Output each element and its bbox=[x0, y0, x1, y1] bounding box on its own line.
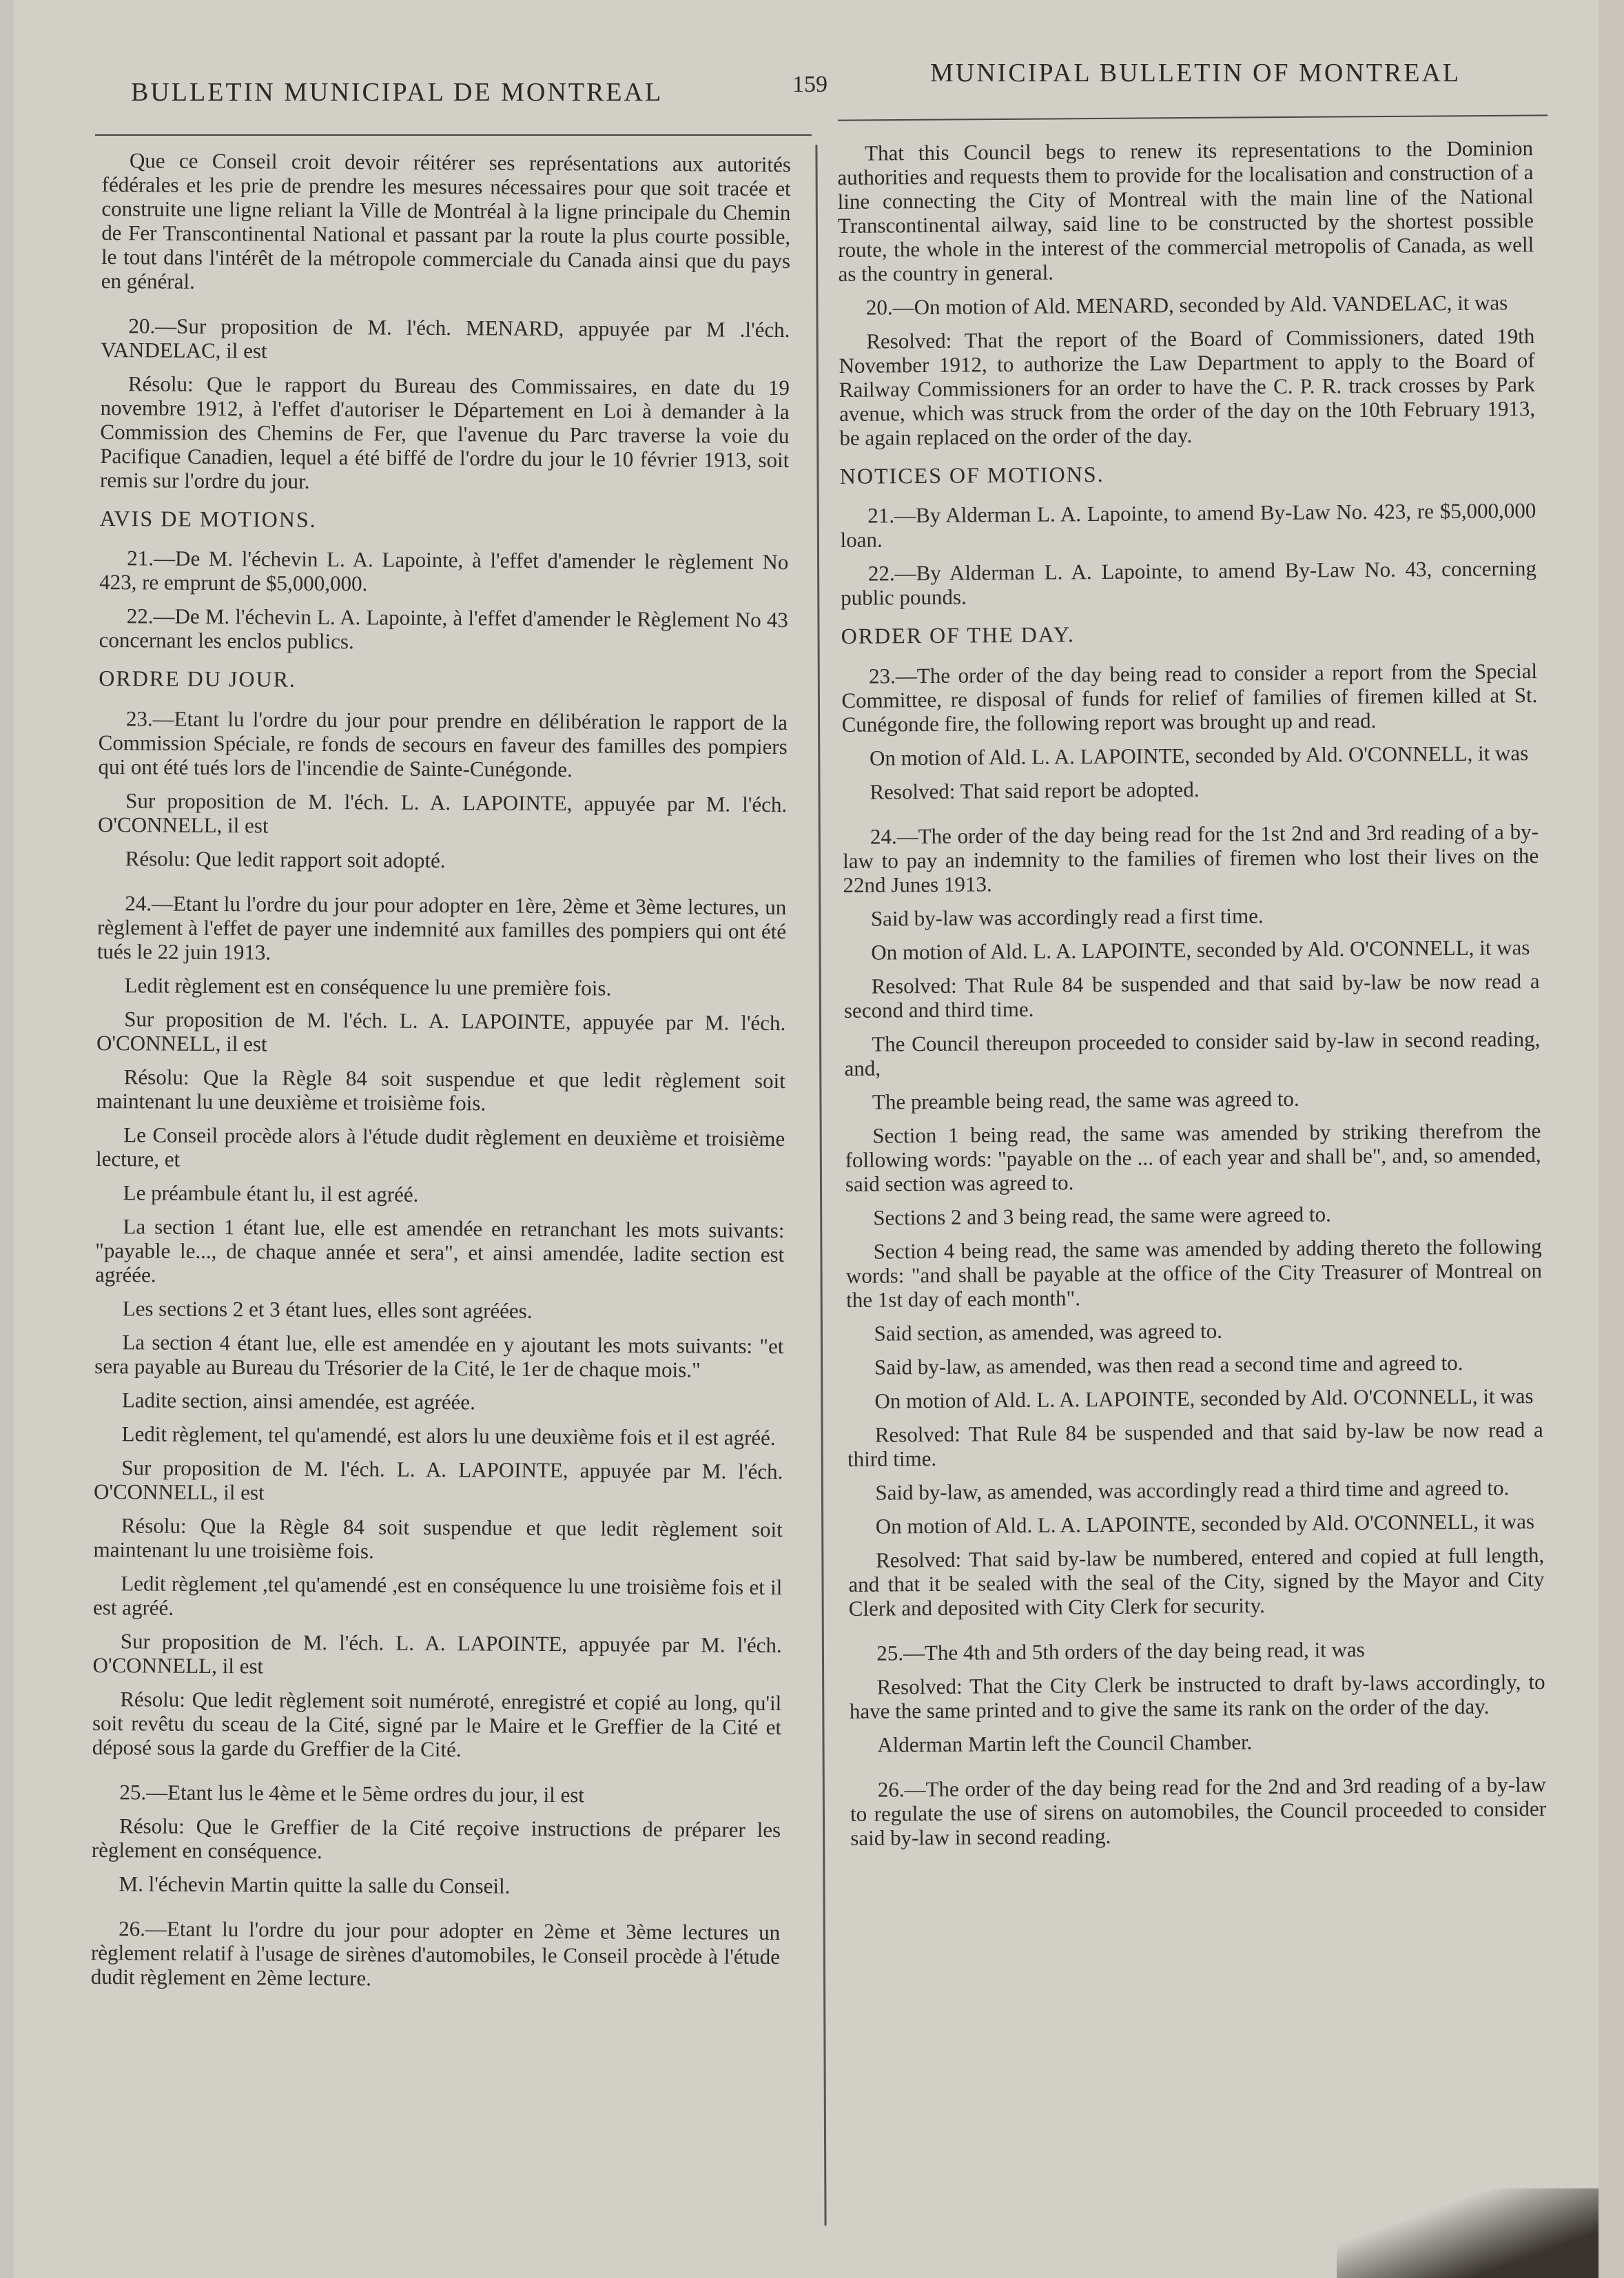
french-paragraph: Sur proposition de M. l'éch. L. A. LAPOINTE, appuyée par M. l'éch. O'CONNELL, il est bbox=[92, 1629, 782, 1679]
french-paragraph: La section 1 étant lue, elle est amendée en retranchant les mots suivants: "payable le..., de chaque année et sera", et ainsi amendée, ladite section est agréée. bbox=[94, 1214, 785, 1287]
french-paragraph: Résolu: Que ledit rapport soit adopté. bbox=[125, 845, 446, 872]
page-number: 159 bbox=[792, 72, 828, 97]
english-paragraph: On motion of Ald. L. A. LAPOINTE, seconded by Ald. O'CONNELL, it was bbox=[874, 1384, 1534, 1413]
english-paragraph: Resolved: That Rule 84 be suspended and that said by-law be now read a second and third time. bbox=[843, 968, 1540, 1023]
french-paragraph: La section 4 étant lue, elle est amendée en y ajoutant les mots suivants: "et sera payable au Bureau du Trésorier de la Cité, le 1er de chaque mois." bbox=[94, 1330, 784, 1382]
french-paragraph: Que ce Conseil croit devoir réitérer ses représentations aux autorités fédérales et les prie de prendre les mesures nécessaires pour que soit tracée et construite une ligne reliant la Ville de Montréal à la ligne principale du Chemin de Fer Transcontinental National et passant par la route la plus courte possible, le tout dans l'intérêt de la métropole commerciale du Canada ainsi que du pays en général. bbox=[101, 148, 791, 294]
english-paragraph: On motion of Ald. L. A. LAPOINTE, seconded by Ald. O'CONNELL, it was bbox=[869, 740, 1529, 770]
french-paragraph: 22.—De M. l'échevin L. A. Lapointe, à l'effet d'amender le Règlement No 43 concernant les enclos publics. bbox=[99, 604, 788, 654]
english-paragraph: Said by-law, as amended, was then read a second time and agreed to. bbox=[874, 1350, 1463, 1379]
french-section-heading: ORDRE DU JOUR. bbox=[99, 666, 297, 692]
header-rule-left bbox=[95, 134, 812, 136]
french-paragraph: Ledit règlement, tel qu'amendé, est alors lu une deuxième fois et il est agréé. bbox=[121, 1422, 776, 1450]
english-paragraph: 20.—On motion of Ald. MENARD, seconded by Ald. VANDELAC, it was bbox=[865, 290, 1508, 320]
english-section-heading: NOTICES OF MOTIONS. bbox=[839, 462, 1104, 489]
english-paragraph: Alderman Martin left the Council Chamber. bbox=[877, 1730, 1253, 1757]
english-paragraph: 21.—By Alderman L. A. Lapointe, to amend By-Law No. 423, re $5,000,000 loan. bbox=[840, 498, 1536, 553]
french-paragraph: 24.—Etant lu l'ordre du jour pour adopter en 1ère, 2ème et 3ème lectures, un règlement à l'effet de payer une indemnité aux familles des pompiers qui ont été tués le 22 juin 1913. bbox=[96, 890, 787, 965]
french-paragraph: 23.—Etant lu l'ordre du jour pour prendre en délibération le rapport de la Commission Spéciale, re fonds de secours en faveur des familles des pompiers qui ont été tués lors de l'incendie de Sainte-Cunégonde. bbox=[98, 706, 788, 781]
english-paragraph: Section 1 being read, the same was amended by striking therefrom the following words: "payable on the ... of each year and shall be", and, so amended, said section was agreed to. bbox=[845, 1118, 1541, 1196]
english-section-heading: ORDER OF THE DAY. bbox=[841, 622, 1076, 649]
scan-shadow bbox=[1337, 2188, 1599, 2278]
french-paragraph: Sur proposition de M. l'éch. L. A. LAPOINTE, appuyée par M. l'éch. O'CONNELL, il est bbox=[93, 1455, 783, 1505]
english-column bbox=[837, 136, 1547, 1860]
french-paragraph: Résolu: Que la Règle 84 soit suspendue et que ledit règlement soit maintenant lu une troisième fois. bbox=[93, 1513, 783, 1563]
english-paragraph: The preamble being read, the same was agreed to. bbox=[872, 1086, 1299, 1114]
french-paragraph: 25.—Etant lus le 4ème et le 5ème ordres du jour, il est bbox=[119, 1780, 585, 1807]
english-paragraph: 25.—The 4th and 5th orders of the day being read, it was bbox=[876, 1637, 1365, 1665]
english-paragraph: Said by-law, as amended, was accordingly read a third time and agreed to. bbox=[875, 1475, 1510, 1505]
english-paragraph: On motion of Ald. L. A. LAPOINTE, seconded by Ald. O'CONNELL, it was bbox=[875, 1509, 1535, 1539]
french-paragraph: M. l'échevin Martin quitte la salle du Conseil. bbox=[119, 1871, 511, 1898]
header-rule-right bbox=[838, 114, 1548, 121]
english-paragraph: Resolved: That Rule 84 be suspended and that said by-law be now read a third time. bbox=[847, 1417, 1543, 1471]
french-paragraph: Résolu: Que le Greffier de la Cité reçoive instructions de préparer les règlement en conséquence. bbox=[91, 1814, 781, 1864]
english-paragraph: Said by-law was accordingly read a first time. bbox=[870, 903, 1264, 931]
french-paragraph: Sur proposition de M. l'éch. L. A. LAPOINTE, appuyée par M. l'éch. O'CONNELL, il est bbox=[97, 788, 788, 838]
header-left-title: BULLETIN MUNICIPAL DE MONTREAL bbox=[131, 78, 664, 107]
french-paragraph: 26.—Etant lu l'ordre du jour pour adopter en 2ème et 3ème lectures un règlement relatif à l'usage de sirènes d'automobiles, le Conseil procède à l'étude dudit règlement en 2ème lecture. bbox=[90, 1916, 781, 1991]
header-right-title: MUNICIPAL BULLETIN OF MONTREAL bbox=[930, 59, 1461, 88]
english-paragraph: Section 4 being read, the same was amended by adding thereto the following words: "and shall be payable at the office of the City Treasurer of Montreal on the 1st day of each month". bbox=[845, 1233, 1543, 1312]
english-paragraph: 24.—The order of the day being read for the 1st 2nd and 3rd reading of a by-law to pay an indemnity to the families of firemen who lost their lives on the 22nd Junes 1913. bbox=[843, 819, 1539, 897]
french-paragraph: Résolu: Que la Règle 84 soit suspendue et que ledit règlement soit maintenant lu une deuxième et troisième fois. bbox=[96, 1064, 785, 1116]
french-paragraph: Ledit règlement est en conséquence lu une première fois. bbox=[124, 972, 612, 1001]
english-paragraph: Said section, as amended, was agreed to. bbox=[874, 1318, 1223, 1346]
french-paragraph: Ladite section, ainsi amendée, est agréée. bbox=[121, 1388, 475, 1415]
english-paragraph: On motion of Ald. L. A. LAPOINTE, seconded by Ald. O'CONNELL, it was bbox=[871, 934, 1530, 965]
french-paragraph: Le Conseil procède alors à l'étude dudit règlement en deuxième et troisième lecture, et bbox=[95, 1122, 785, 1171]
english-paragraph: Resolved: That said by-law be numbered, entered and copied at full length, and that it be sealed with the seal of the City, signed by the Mayor and City Clerk and deposited with City Clerk for security. bbox=[848, 1543, 1545, 1621]
french-paragraph: Ledit règlement ,tel qu'amendé ,est en conséquence lu une troisième fois et il est agréé. bbox=[92, 1571, 783, 1620]
french-paragraph: Sur proposition de M. l'éch. L. A. LAPOINTE, appuyée par M. l'éch. O'CONNELL, il est bbox=[96, 1006, 786, 1056]
english-paragraph: Resolved: That the report of the Board of Commissioners, dated 19th November 1912, to authorize the Law Department to apply to the Board of Railway Commissioners for an order to have the C. P. R. track crosses by Park avenue, which was struck from the order of the day on the 10th February 1913, be again replaced on the order of the day. bbox=[839, 324, 1536, 451]
english-paragraph: That this Council begs to renew its representations to the Dominion authorities and requests them to provide for the localisation and construction of a line connecting the City of Montreal with the main line of the National Transcontinental ailway, said line to be constructed by the shortest possible route, the whole in the interest of the commercial metropolis of Canada, as well as the country in general. bbox=[837, 136, 1534, 287]
french-section-heading: AVIS DE MOTIONS. bbox=[99, 506, 317, 533]
english-paragraph: Resolved: That said report be adopted. bbox=[870, 777, 1200, 804]
french-paragraph: 20.—Sur proposition de M. l'éch. MENARD, appuyée par M .l'éch. VANDELAC, il est bbox=[101, 314, 790, 363]
english-paragraph: 22.—By Alderman L. A. Lapointe, to amend By-Law No. 43, concerning public pounds. bbox=[841, 556, 1537, 610]
french-paragraph: Le préambule étant lu, il est agréé. bbox=[123, 1180, 419, 1207]
french-paragraph: Résolu: Que le rapport du Bureau des Commissaires, en date du 19 novembre 1912, à l'effet d'autoriser le Département en Loi à demander à la Commission des Chemins de Fer, que l'avenue du Parc traverse la voie du Pacifique Canadien, lequel a été biffé de l'ordre du jour le 10 février 1913, soit remis sur l'ordre du jour. bbox=[99, 371, 790, 494]
scanned-page bbox=[14, 0, 1599, 2278]
column-divider bbox=[815, 145, 826, 2226]
english-paragraph: Sections 2 and 3 being read, the same were agreed to. bbox=[873, 1202, 1331, 1230]
french-column bbox=[91, 148, 791, 2002]
french-paragraph: Résolu: Que ledit règlement soit numéroté, enregistré et copié au long, qu'il soit revêtu du sceau de la Cité, signé par le Maire et le Greffier de la Cité et déposé sous la garde du Greffier de la Cité. bbox=[92, 1687, 782, 1762]
english-paragraph: The Council thereupon proceeded to consider said by-law in second reading, and, bbox=[844, 1026, 1541, 1080]
english-paragraph: 26.—The order of the day being read for the 2nd and 3rd reading of a by-law to regulate the use of sirens on automobiles, the Council proceeded to consider said by-law in second reading. bbox=[850, 1772, 1547, 1851]
english-paragraph: 23.—The order of the day being read to consider a report from the Special Committee, re disposal of funds for relief of families of firemen killed at St. Cunégonde fire, the following report was brought up and read. bbox=[841, 658, 1538, 737]
english-paragraph: Resolved: That the City Clerk be instructed to draft by-laws accordingly, to have the same printed and to give the same its rank on the order of the day. bbox=[849, 1670, 1545, 1724]
french-paragraph: 21.—De M. l'échevin L. A. Lapointe, à l'effet d'amender le règlement No 423, re emprunt de $5,000,000. bbox=[99, 546, 789, 596]
french-paragraph: Les sections 2 et 3 étant lues, elles sont agréées. bbox=[122, 1296, 533, 1323]
